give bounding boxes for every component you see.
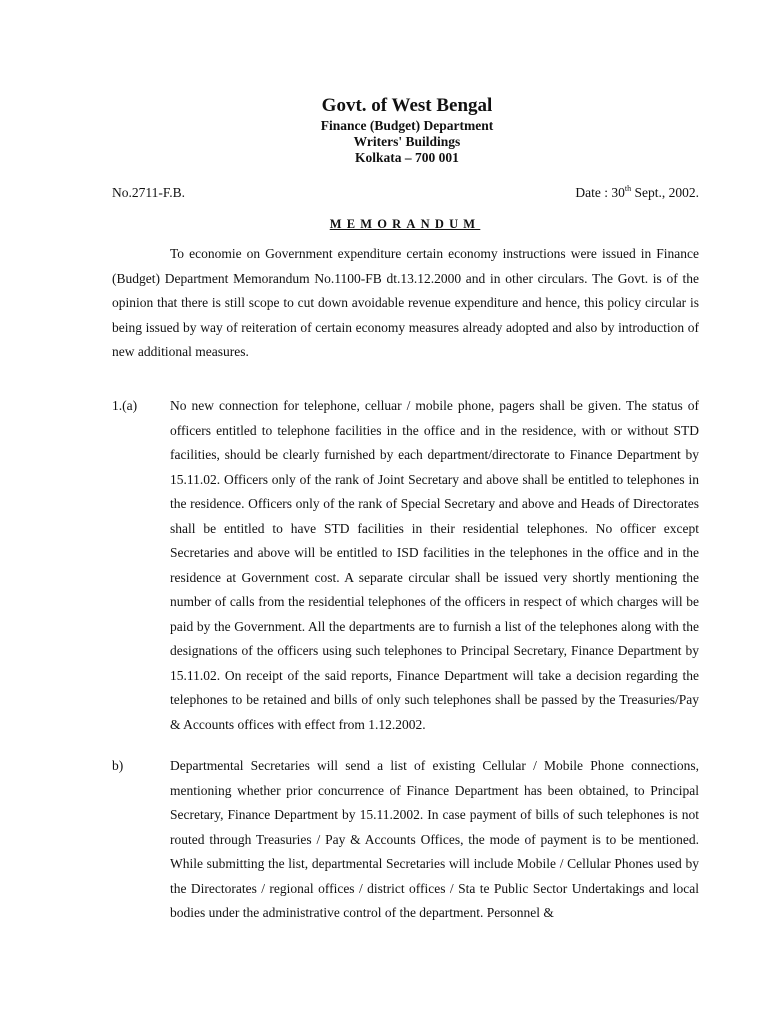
- building-name: Writers' Buildings: [353, 134, 461, 149]
- date-suffix: Sept., 2002.: [631, 185, 699, 200]
- government-title: Govt. of West Bengal: [321, 95, 493, 116]
- intro-paragraph: To economie on Government expenditure certain economy instructions were issued in Finance (Budget) Department Memorandum No.1100-FB dt.13.12.2000 and in other circulars. The Govt. is of the opinion that there is still scope to cut down avoidable revenue expenditure and hence, this policy circular is being issued by way of reiteration of certain economy measures already adopted and also by introduction of new additional measures.: [112, 246, 699, 359]
- date-prefix: Date : 30: [575, 185, 625, 200]
- item-text-b: Departmental Secretaries will send a list of existing Cellular / Mobile Phone connections, mentioning whether prior concurrence of Finance Department has been obtained, to Principal Secretary, Finance Department by 15.11.2002. In case payment of bills of such telephones is not routed through Treasuries / Pay & Accounts Offices, the mode of payment is to be mentioned. While submitting the list, departmental Secretaries will include Mobile / Cellular Phones used by the Directorates / regional offices / district offices / Sta te Public Sector Undertakings and local bodies under the administrative control of the department. Personnel &: [170, 758, 699, 920]
- memo-date: [575, 185, 699, 201]
- item-label-1a: 1.(a): [112, 398, 138, 413]
- department-name: Finance (Budget) Department: [320, 118, 494, 133]
- item-label-b: b): [112, 758, 124, 773]
- memo-number: No.2711-F.B.: [112, 185, 186, 200]
- date-superscript: th: [624, 184, 632, 193]
- city-address: Kolkata – 700 001: [355, 150, 459, 165]
- memorandum-heading: MEMORANDUM: [329, 217, 481, 231]
- letterhead: [0, 94, 768, 166]
- item-text-1a: No new connection for telephone, celluar / mobile phone, pagers shall be given. The status of officers entitled to telephone facilities in the office and in the residence, with or without STD facilities, should be clearly furnished by each department/directorate to Finance Department by 15.11.02. Officers only of the rank of Joint Secretary and above shall be entitled to telephones in the residence. Officers only of the rank of Special Secretary and above and Heads of Directorates shall be entitled to have STD facilities in their residential telephones. No officer except Secretaries and above will be entitled to ISD facilities in the telephones in the office and in the residence at Government cost. A separate circular shall be issued very shortly mentioning the number of calls from the residential telephones of the officers in respect of which charges will be paid by the Government. All the departments are to furnish a list of the telephones along with the designations of the officers using such telephones to Principal Secretary, Finance Department by 15.11.02. On receipt of the said reports, Finance Department will take a decision regarding the telephones to be retained and bills of only such telephones shall be passed by the Treasuries/Pay & Accounts offices with effect from 1.12.2002.: [170, 398, 699, 732]
